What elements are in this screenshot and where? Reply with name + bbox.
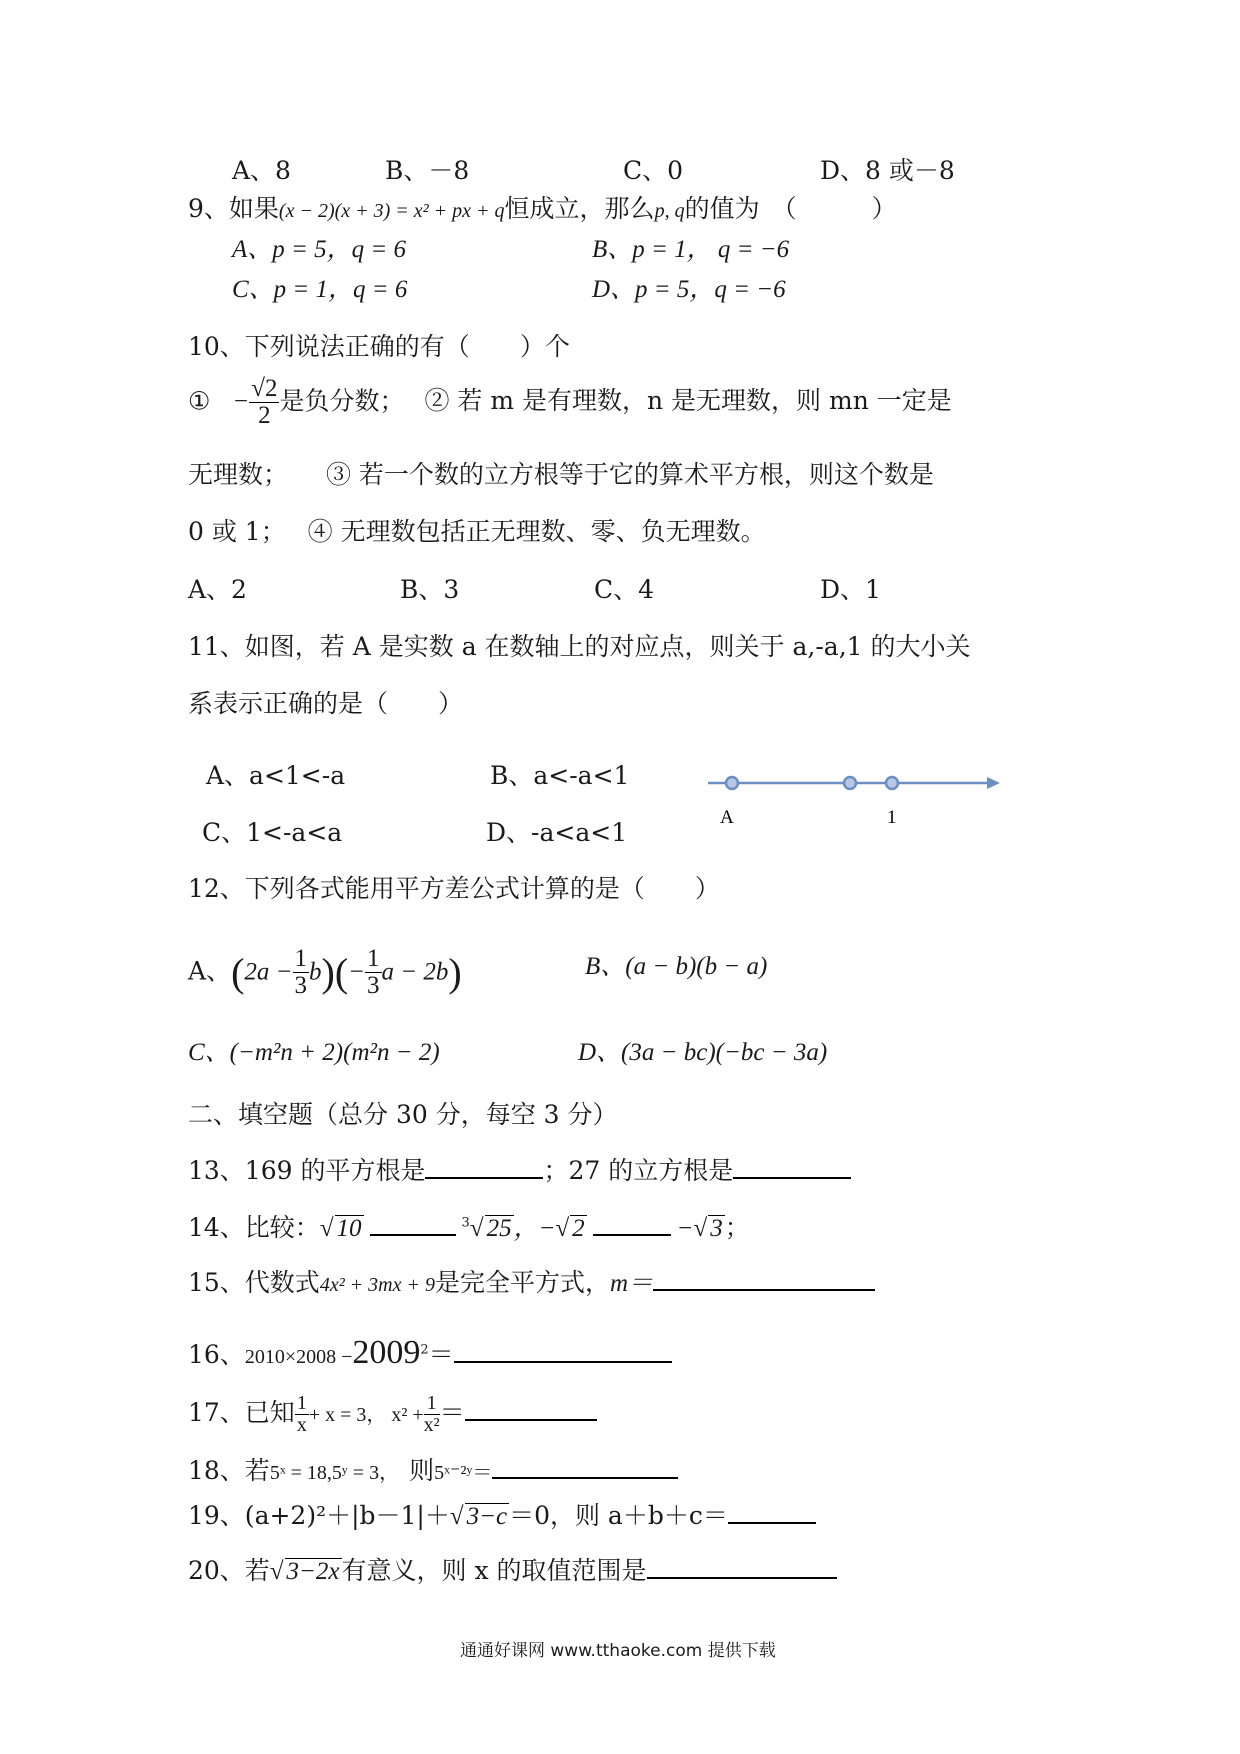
q16-expr: 2010×2008 − [244, 1346, 353, 1368]
q14: 14、比较：√ 10 $^3$√ 25，−√ 2 −√ 3； [188, 1213, 750, 1242]
q10-minus: − [232, 388, 250, 416]
q14-label: 14、比较： [188, 1213, 320, 1242]
q11-stem-line2: 系表示正确的是（ ） [188, 689, 464, 718]
q17 [188, 1393, 597, 1436]
q10-mark-1: ① [188, 386, 211, 416]
q11-stem-line1: 11、如图，若 A 是实数 a 在数轴上的对应点，则关于 a,-a,1 的大小关 [188, 632, 971, 661]
q13-part2: ；27 的立方根是 [543, 1156, 734, 1185]
number-line-arrow [987, 777, 1000, 789]
q14-root-3: 3 [710, 1215, 723, 1242]
q19-blank [728, 1500, 816, 1524]
q10-statement-line3 [188, 519, 766, 544]
q14-sep: ，− [513, 1215, 556, 1242]
q10-frac-den: 2 [258, 402, 271, 430]
q15-expr: 4x² + 3mx + 9 [319, 1274, 435, 1296]
q9-middle: 恒成立，那么 [504, 194, 655, 223]
q10-option-d: D、1 [820, 575, 881, 604]
q15 [188, 1267, 875, 1296]
q20-root: 3−2x [286, 1558, 340, 1585]
q17-blank [465, 1397, 597, 1421]
number-line-label-a: A [720, 807, 734, 828]
q8-option-a: A、8 [232, 156, 291, 185]
q16-blank [454, 1339, 672, 1363]
q16-exponent: 2 [420, 1342, 429, 1358]
q10-s4: ④ 无理数包括正无理数、零、负无理数。 [307, 517, 766, 546]
q14-blank-2 [593, 1212, 671, 1236]
q19-root: 3−c [466, 1503, 508, 1530]
q12-a-p4: a − 2b [381, 958, 449, 986]
q17-mid: + x = 3， x² + [308, 1404, 424, 1426]
q13-part1: 13、169 的平方根是 [188, 1156, 426, 1185]
q12-a-frac1: $\frac{1}{3}$ [294, 945, 308, 1000]
q13 [188, 1155, 851, 1183]
q9-answer-paren: （ ） [771, 194, 897, 223]
q14-cube-index: 3 [461, 1215, 470, 1231]
q10-statement-line1 [188, 376, 952, 430]
q10-option-b: B、3 [400, 575, 460, 604]
q15-part2: 是完全平方式， [435, 1268, 611, 1297]
q8-option-b: B、－8 [385, 156, 470, 185]
q13-blank-1 [425, 1155, 543, 1179]
q18-cond: 5ˣ = 18,5ʸ = 3， [269, 1462, 400, 1484]
q11-option-c: C、1<-a<a [202, 818, 343, 847]
q11-option-b: B、a<-a<1 [490, 761, 630, 790]
q9-option-d: D、p = 5，q = −6 [592, 276, 786, 303]
q9-option-a: A、p = 5，q = 6 [232, 236, 407, 263]
q12-a-frac2: $\frac{1}{3}$ [367, 945, 380, 1000]
q10-s2-cont: 无理数； [188, 460, 289, 489]
q9-option-b: B、p = 1， q = −6 [592, 236, 790, 263]
q16-label: 16、 [188, 1340, 245, 1369]
q15-blank [653, 1267, 875, 1291]
q19-part2: ＝0，则 a＋b＋c＝ [509, 1501, 728, 1530]
q11-option-d: D、-a<a<1 [486, 818, 628, 847]
q12-option-b: B、(a − b)(b − a) [585, 953, 768, 980]
q17-frac2: $\frac{1}{\text{x²}}$ [423, 1392, 440, 1436]
q12-a-p2: b [309, 958, 322, 986]
number-line-figure [700, 760, 1020, 830]
q10-stem: 10、下列说法正确的有（ ）个 [188, 332, 570, 361]
q13-blank-2 [733, 1155, 851, 1179]
q9-option-c: C、p = 1，q = 6 [232, 276, 408, 303]
q12-a-label: A、 [188, 956, 232, 986]
q18 [188, 1455, 678, 1483]
q12-option-a: A、(2a − $\frac{1}{3}$ b)(− $\frac{1}{3}$ a − 2b) [188, 945, 462, 1000]
q14-root-2: 2 [572, 1215, 585, 1242]
q20: 20、若√ 3−2x有意义，则 x 的取值范围是 [188, 1555, 837, 1584]
q9-identity: (x − 2)(x + 3) = x² + px + q [278, 200, 505, 222]
q9-number: 9、 [188, 194, 229, 223]
q16-eq: ＝ [428, 1340, 454, 1369]
q20-part2: 有意义，则 x 的取值范围是 [341, 1556, 647, 1585]
q17-eq: ＝ [439, 1398, 465, 1427]
q14-minus: − [676, 1215, 694, 1242]
q15-m: m＝ [610, 1270, 654, 1297]
q18-expr: 5ˣ⁻²ʸ＝ [434, 1462, 493, 1484]
q8-option-d: D、8 或－8 [820, 156, 955, 185]
q10-s1-text: 是负分数； [279, 386, 405, 416]
q18-label: 18、若 [188, 1456, 270, 1485]
q14-root-10: 10 [336, 1215, 362, 1242]
q12-option-d: D、(3a − bc)(−bc − 3a) [578, 1039, 828, 1066]
q10-statement-line2 [188, 462, 934, 487]
q8-option-c: C、0 [623, 156, 684, 185]
q14-blank-1 [370, 1212, 456, 1236]
q19: 19、(a+2)²＋|b－1|＋√ 3−c＝0，则 a＋b＋c＝ [188, 1500, 816, 1529]
q17-label: 17、已知 [188, 1398, 295, 1427]
q12-stem: 12、下列各式能用平方差公式计算的是（ ） [188, 874, 720, 903]
q10-option-a: A、2 [188, 575, 247, 604]
q14-end: ； [724, 1213, 750, 1242]
q12-option-c: C、(−m²n + 2)(m²n − 2) [188, 1039, 440, 1066]
q10-s2: ② 若 m 是有理数，n 是无理数，则 mn 一定是 [424, 386, 952, 416]
q20-blank [647, 1555, 837, 1579]
q9-suffix: 的值为 [684, 194, 760, 223]
q15-part1: 15、代数式 [188, 1268, 320, 1297]
q9-prefix: 如果 [228, 194, 279, 223]
number-line-point-one [886, 777, 898, 789]
q16-big-number: 2009 [352, 1334, 421, 1371]
q12-a-p3: − [348, 958, 366, 986]
q9-vars: p, q [654, 200, 685, 222]
q9-stem [188, 196, 897, 221]
q10-s3: ③ 若一个数的立方根等于它的算术平方根，则这个数是 [325, 460, 934, 489]
page-footer: 通通好课网 www.tthaoke.com 提供下载 [460, 1641, 776, 1661]
q10-option-c: C、4 [594, 575, 655, 604]
q10-fraction [249, 376, 279, 430]
q20-part1: 20、若 [188, 1556, 270, 1585]
section-heading-fill-blank: 二、填空题（总分 30 分，每空 3 分） [188, 1100, 618, 1129]
q16 [188, 1336, 672, 1370]
q17-frac1: $\frac{1}{x}$ [296, 1392, 307, 1436]
number-line-point-a [726, 777, 738, 789]
q10-s3-cont: 0 或 1； [188, 517, 286, 546]
number-line-label-one: 1 [887, 807, 897, 828]
number-line-point-neg-a [844, 777, 856, 789]
q18-then: 则 [409, 1456, 435, 1485]
q10-frac-num: √2 [251, 375, 278, 402]
q19-part1: 19、(a+2)²＋|b－1|＋ [188, 1501, 450, 1530]
q14-root-25: 25 [486, 1215, 512, 1242]
q12-a-p1: 2a − [244, 958, 293, 986]
q11-option-a: A、a<1<-a [206, 761, 346, 790]
q18-blank [492, 1455, 678, 1479]
